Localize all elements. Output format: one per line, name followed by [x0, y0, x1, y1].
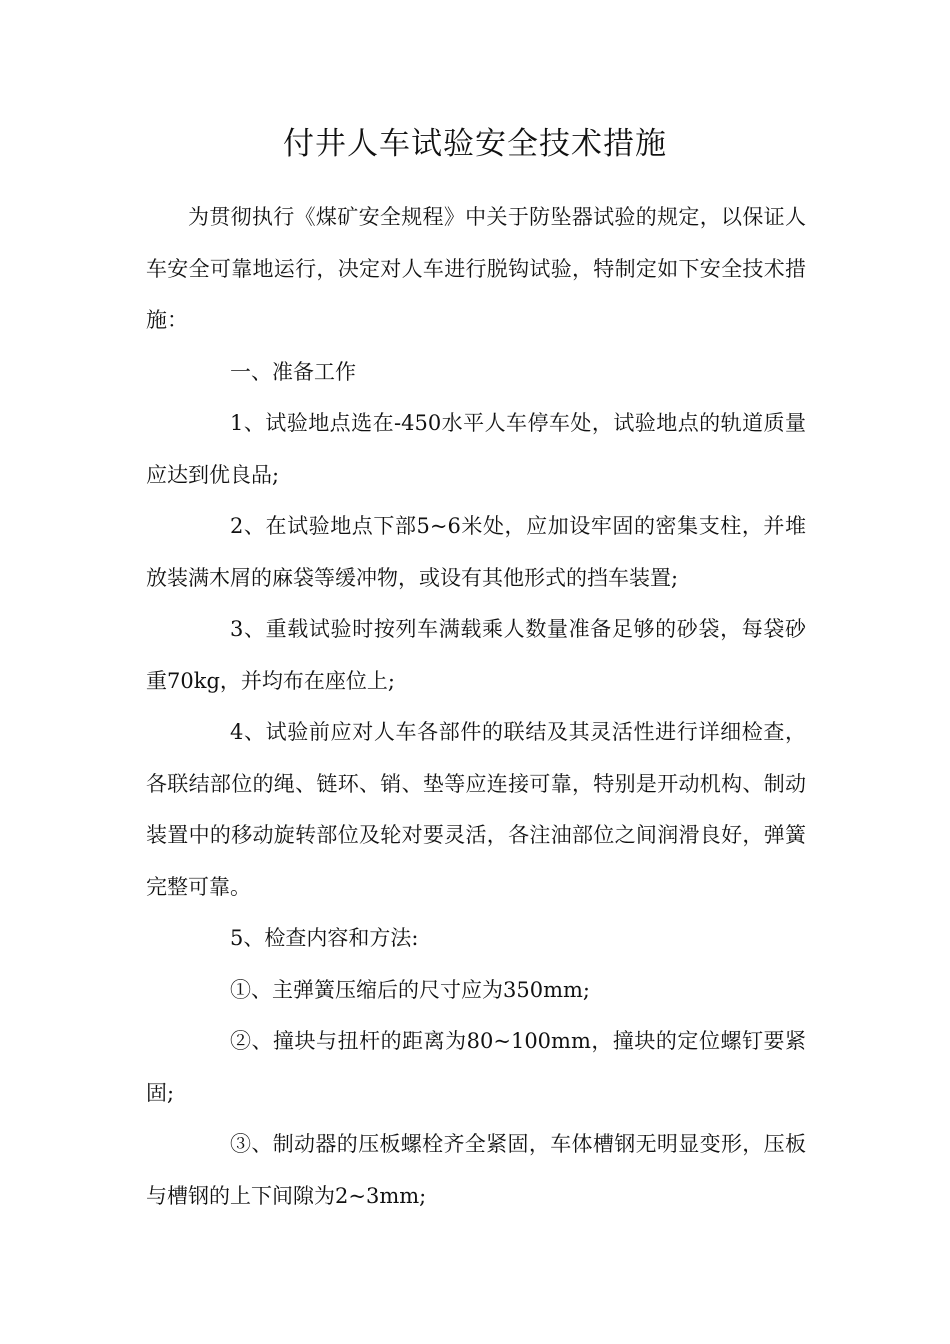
item-1-paragraph: 1、试验地点选在-450水平人车停车处，试验地点的轨道质量应达到优良品; [146, 411, 806, 487]
item-5-heading: 5、检查内容和方法: [230, 926, 419, 950]
document-title: 付井人车试验安全技术措施 [283, 126, 667, 162]
item-4-paragraph: 4、试验前应对人车各部件的联结及其灵活性进行详细检查，各联结部位的绳、链环、销、垫等应连接可靠，特别是开动机构、制动装置中的移动旋转部位及轮对要灵活，各注油部位之间润滑良好，弹簧完整可靠。 [146, 720, 806, 899]
check-item-3-paragraph: ③、制动器的压板螺栓齐全紧固，车体槽钢无明显变形，压板与槽钢的上下间隙为2~3mm; [146, 1132, 806, 1208]
check-item-1-paragraph: ①、主弹簧压缩后的尺寸应为350mm; [230, 977, 590, 1002]
section-heading-preparation: 一、准备工作 [230, 359, 356, 384]
item-3-paragraph: 3、重载试验时按列车满载乘人数量准备足够的砂袋，每袋砂重70kg，并均布在座位上; [146, 617, 806, 693]
intro-paragraph: 为贯彻执行《煤矿安全规程》中关于防坠器试验的规定，以保证人车安全可靠地运行，决定对人车进行脱钩试验，特制定如下安全技术措施： [146, 205, 806, 332]
check-item-2-paragraph: ②、撞块与扭杆的距离为80~100mm，撞块的定位螺钉要紧固; [146, 1029, 806, 1105]
item-2-paragraph: 2、在试验地点下部5~6米处，应加设牢固的密集支柱，并堆放装满木屑的麻袋等缓冲物，或设有其他形式的挡车装置; [146, 514, 806, 590]
document-body [146, 192, 806, 1222]
